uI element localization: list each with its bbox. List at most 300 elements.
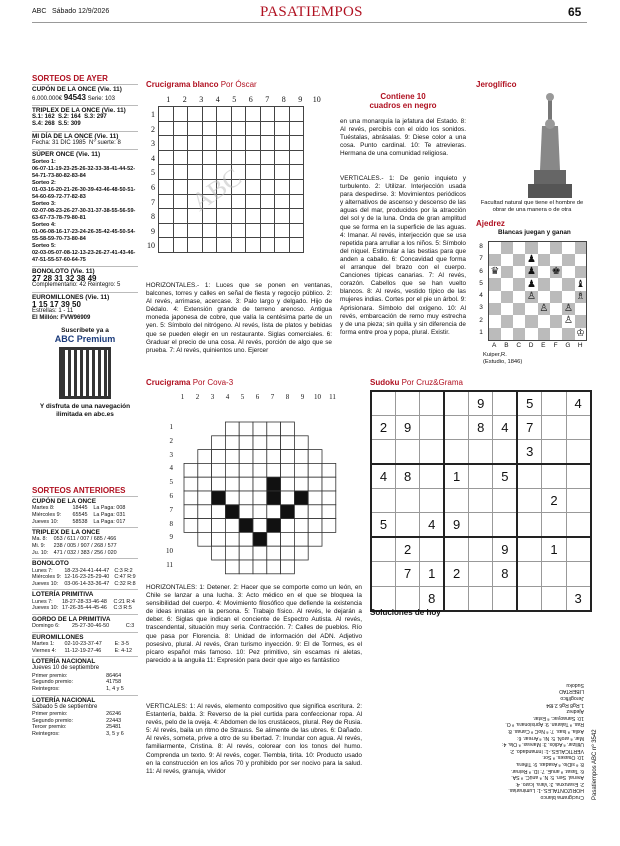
grid-cell[interactable] bbox=[184, 477, 198, 491]
board-square[interactable] bbox=[501, 266, 513, 278]
sudoku-cell[interactable] bbox=[493, 513, 517, 537]
board-square[interactable] bbox=[525, 303, 537, 315]
grid-cell[interactable] bbox=[281, 463, 295, 477]
grid-cell[interactable] bbox=[231, 150, 246, 165]
grid-cell[interactable] bbox=[225, 436, 239, 450]
sudoku-cell[interactable] bbox=[444, 391, 468, 415]
grid-cell[interactable] bbox=[281, 532, 295, 546]
grid-cell[interactable] bbox=[260, 238, 275, 253]
board-square[interactable] bbox=[513, 328, 525, 341]
board-square[interactable] bbox=[501, 328, 513, 341]
board-square[interactable] bbox=[550, 242, 562, 254]
sudoku-cell[interactable] bbox=[517, 464, 541, 488]
grid-cell[interactable] bbox=[246, 179, 261, 194]
grid-cell[interactable] bbox=[231, 223, 246, 238]
grid-cell[interactable] bbox=[173, 136, 188, 151]
sudoku-cell[interactable]: 8 bbox=[395, 464, 419, 488]
grid-cell[interactable] bbox=[260, 223, 275, 238]
board-square[interactable] bbox=[501, 303, 513, 315]
sudoku-cell[interactable] bbox=[395, 440, 419, 464]
grid-cell[interactable] bbox=[281, 436, 295, 450]
sudoku-cell[interactable] bbox=[566, 464, 590, 488]
grid-cell[interactable] bbox=[173, 209, 188, 224]
grid-cell[interactable] bbox=[253, 436, 267, 450]
grid-cell[interactable] bbox=[173, 150, 188, 165]
grid-cell[interactable] bbox=[294, 491, 308, 505]
grid-cell[interactable] bbox=[322, 477, 336, 491]
grid-cell[interactable] bbox=[308, 491, 322, 505]
sudoku-cell[interactable]: 1 bbox=[444, 464, 468, 488]
sudoku-cell[interactable] bbox=[395, 586, 419, 610]
grid-cell[interactable] bbox=[239, 546, 253, 560]
grid-cell[interactable] bbox=[212, 546, 226, 560]
grid-cell[interactable] bbox=[212, 519, 226, 533]
grid-cell[interactable] bbox=[294, 450, 308, 464]
chess-piece-icon[interactable]: ♝ bbox=[575, 278, 585, 290]
board-square[interactable] bbox=[562, 291, 574, 303]
grid-cell[interactable] bbox=[289, 238, 304, 253]
grid-cell[interactable] bbox=[198, 519, 212, 533]
sudoku-cell[interactable] bbox=[444, 440, 468, 464]
sudoku-cell[interactable]: 4 bbox=[371, 464, 395, 488]
grid-cell[interactable] bbox=[275, 238, 290, 253]
grid-cell[interactable] bbox=[239, 505, 253, 519]
grid-cell[interactable] bbox=[159, 121, 174, 136]
grid-cell[interactable] bbox=[308, 477, 322, 491]
sudoku-cell[interactable] bbox=[493, 489, 517, 513]
board-square[interactable] bbox=[513, 254, 525, 266]
sudoku-cell[interactable]: 7 bbox=[395, 562, 419, 586]
sudoku-cell[interactable] bbox=[469, 537, 493, 561]
sudoku-cell[interactable] bbox=[517, 562, 541, 586]
grid-cell[interactable] bbox=[267, 436, 281, 450]
grid-cell[interactable] bbox=[202, 107, 217, 122]
grid-cell[interactable] bbox=[253, 560, 267, 574]
grid-cell[interactable] bbox=[159, 136, 174, 151]
chess-board[interactable] bbox=[488, 241, 587, 341]
grid-cell[interactable] bbox=[184, 519, 198, 533]
sudoku-cell[interactable] bbox=[371, 537, 395, 561]
grid-cell[interactable] bbox=[184, 463, 198, 477]
grid-cell[interactable] bbox=[281, 477, 295, 491]
grid-cell[interactable] bbox=[275, 107, 290, 122]
sudoku-cell[interactable]: 2 bbox=[542, 489, 566, 513]
sudoku-cell[interactable] bbox=[566, 513, 590, 537]
chess-piece-icon[interactable]: ♙ bbox=[563, 303, 573, 315]
board-square[interactable] bbox=[489, 315, 501, 327]
grid-cell[interactable] bbox=[198, 505, 212, 519]
grid-cell[interactable] bbox=[225, 491, 239, 505]
grid-cell[interactable] bbox=[159, 223, 174, 238]
grid-cell[interactable] bbox=[202, 223, 217, 238]
grid-cell[interactable] bbox=[281, 491, 295, 505]
sudoku-cell[interactable] bbox=[493, 586, 517, 610]
board-square[interactable] bbox=[550, 328, 562, 341]
grid-cell[interactable] bbox=[225, 560, 239, 574]
grid-cell[interactable] bbox=[267, 463, 281, 477]
sudoku-cell[interactable] bbox=[493, 440, 517, 464]
grid-cell[interactable] bbox=[246, 136, 261, 151]
grid-cell[interactable] bbox=[267, 532, 281, 546]
sudoku-cell[interactable] bbox=[542, 586, 566, 610]
board-square[interactable] bbox=[525, 328, 537, 341]
grid-cell[interactable] bbox=[267, 560, 281, 574]
sudoku-cell[interactable]: 9 bbox=[493, 537, 517, 561]
grid-cell[interactable] bbox=[225, 477, 239, 491]
board-square[interactable] bbox=[562, 242, 574, 254]
grid-cell[interactable] bbox=[188, 136, 203, 151]
grid-cell[interactable] bbox=[173, 223, 188, 238]
grid-cell[interactable] bbox=[294, 532, 308, 546]
grid-cell[interactable] bbox=[322, 519, 336, 533]
grid-cell[interactable] bbox=[202, 121, 217, 136]
sudoku-cell[interactable]: 9 bbox=[469, 391, 493, 415]
board-square[interactable] bbox=[550, 278, 562, 290]
grid-cell[interactable] bbox=[294, 436, 308, 450]
chess-piece-icon[interactable]: ♚ bbox=[551, 266, 561, 278]
grid-cell[interactable] bbox=[260, 121, 275, 136]
grid-cell[interactable] bbox=[198, 491, 212, 505]
sudoku-cell[interactable] bbox=[566, 537, 590, 561]
grid-cell[interactable] bbox=[267, 505, 281, 519]
board-square[interactable] bbox=[513, 303, 525, 315]
grid-cell[interactable] bbox=[260, 179, 275, 194]
grid-cell[interactable] bbox=[253, 546, 267, 560]
sudoku-cell[interactable] bbox=[444, 489, 468, 513]
grid-cell[interactable] bbox=[198, 532, 212, 546]
grid-cell[interactable] bbox=[294, 477, 308, 491]
grid-cell[interactable] bbox=[212, 532, 226, 546]
cruci-grid[interactable] bbox=[174, 404, 344, 576]
qr-code-icon[interactable] bbox=[59, 347, 111, 399]
board-square[interactable] bbox=[562, 278, 574, 290]
sudoku-cell[interactable] bbox=[395, 513, 419, 537]
grid-cell[interactable] bbox=[246, 121, 261, 136]
grid-cell[interactable] bbox=[260, 136, 275, 151]
grid-cell[interactable] bbox=[322, 505, 336, 519]
grid-cell[interactable] bbox=[173, 121, 188, 136]
sudoku-cell[interactable]: 9 bbox=[444, 513, 468, 537]
grid-cell[interactable] bbox=[267, 422, 281, 436]
sudoku-cell[interactable] bbox=[420, 537, 444, 561]
grid-cell[interactable] bbox=[212, 491, 226, 505]
board-square[interactable] bbox=[513, 278, 525, 290]
board-square[interactable] bbox=[538, 315, 550, 327]
board-square[interactable] bbox=[513, 242, 525, 254]
grid-cell[interactable] bbox=[246, 150, 261, 165]
grid-cell[interactable] bbox=[246, 209, 261, 224]
sudoku-cell[interactable]: 1 bbox=[542, 537, 566, 561]
board-square[interactable] bbox=[538, 242, 550, 254]
board-square[interactable] bbox=[562, 266, 574, 278]
grid-cell[interactable] bbox=[289, 136, 304, 151]
board-square[interactable] bbox=[538, 291, 550, 303]
sudoku-cell[interactable] bbox=[542, 415, 566, 439]
grid-cell[interactable] bbox=[159, 179, 174, 194]
chess-piece-icon[interactable]: ♗ bbox=[575, 290, 585, 302]
grid-cell[interactable] bbox=[253, 519, 267, 533]
grid-cell[interactable] bbox=[275, 165, 290, 180]
grid-cell[interactable] bbox=[289, 194, 304, 209]
board-square[interactable] bbox=[538, 328, 550, 341]
grid-cell[interactable] bbox=[275, 121, 290, 136]
grid-cell[interactable] bbox=[322, 491, 336, 505]
sudoku-cell[interactable] bbox=[469, 586, 493, 610]
grid-cell[interactable] bbox=[188, 121, 203, 136]
grid-cell[interactable] bbox=[173, 179, 188, 194]
grid-cell[interactable] bbox=[289, 107, 304, 122]
grid-cell[interactable] bbox=[231, 121, 246, 136]
grid-cell[interactable] bbox=[212, 477, 226, 491]
grid-cell[interactable] bbox=[212, 450, 226, 464]
board-square[interactable] bbox=[489, 291, 501, 303]
grid-cell[interactable] bbox=[281, 519, 295, 533]
board-square[interactable] bbox=[550, 291, 562, 303]
grid-cell[interactable] bbox=[308, 463, 322, 477]
grid-cell[interactable] bbox=[217, 209, 232, 224]
grid-cell[interactable] bbox=[212, 505, 226, 519]
board-square[interactable] bbox=[575, 242, 587, 254]
sudoku-cell[interactable] bbox=[566, 562, 590, 586]
grid-cell[interactable] bbox=[184, 505, 198, 519]
board-square[interactable] bbox=[575, 315, 587, 327]
sudoku-cell[interactable] bbox=[469, 464, 493, 488]
sudoku-cell[interactable] bbox=[542, 391, 566, 415]
board-square[interactable] bbox=[513, 291, 525, 303]
grid-cell[interactable] bbox=[198, 463, 212, 477]
grid-cell[interactable] bbox=[308, 505, 322, 519]
sudoku-cell[interactable]: 4 bbox=[493, 415, 517, 439]
board-square[interactable] bbox=[538, 254, 550, 266]
grid-cell[interactable] bbox=[212, 463, 226, 477]
premium-promo[interactable] bbox=[32, 327, 138, 487]
sudoku-cell[interactable]: 5 bbox=[517, 391, 541, 415]
grid-cell[interactable] bbox=[322, 463, 336, 477]
grid-cell[interactable] bbox=[294, 546, 308, 560]
grid-cell[interactable] bbox=[281, 422, 295, 436]
grid-cell[interactable] bbox=[253, 477, 267, 491]
board-square[interactable] bbox=[550, 315, 562, 327]
grid-cell[interactable] bbox=[239, 422, 253, 436]
sudoku-cell[interactable] bbox=[469, 440, 493, 464]
board-square[interactable] bbox=[501, 315, 513, 327]
board-square[interactable] bbox=[525, 242, 537, 254]
board-square[interactable] bbox=[550, 254, 562, 266]
grid-cell[interactable] bbox=[239, 532, 253, 546]
grid-cell[interactable] bbox=[225, 505, 239, 519]
board-square[interactable] bbox=[501, 291, 513, 303]
grid-cell[interactable] bbox=[239, 463, 253, 477]
grid-cell[interactable] bbox=[225, 450, 239, 464]
grid-cell[interactable] bbox=[173, 194, 188, 209]
grid-cell[interactable] bbox=[308, 450, 322, 464]
grid-cell[interactable] bbox=[289, 179, 304, 194]
board-square[interactable] bbox=[489, 278, 501, 290]
grid-cell[interactable] bbox=[246, 165, 261, 180]
grid-cell[interactable] bbox=[246, 194, 261, 209]
grid-cell[interactable] bbox=[225, 532, 239, 546]
sudoku-cell[interactable]: 8 bbox=[420, 586, 444, 610]
grid-cell[interactable] bbox=[188, 238, 203, 253]
grid-cell[interactable] bbox=[231, 209, 246, 224]
sudoku-cell[interactable] bbox=[469, 562, 493, 586]
grid-cell[interactable] bbox=[231, 136, 246, 151]
grid-cell[interactable] bbox=[294, 519, 308, 533]
sudoku-cell[interactable]: 4 bbox=[420, 513, 444, 537]
board-square[interactable] bbox=[575, 254, 587, 266]
grid-cell[interactable] bbox=[188, 150, 203, 165]
grid-cell[interactable] bbox=[253, 532, 267, 546]
sudoku-cell[interactable] bbox=[420, 415, 444, 439]
grid-cell[interactable] bbox=[281, 505, 295, 519]
chess-piece-icon[interactable]: ♙ bbox=[527, 290, 537, 302]
grid-cell[interactable] bbox=[289, 121, 304, 136]
board-square[interactable] bbox=[550, 303, 562, 315]
grid-cell[interactable] bbox=[308, 519, 322, 533]
chess-piece-icon[interactable]: ♔ bbox=[575, 327, 585, 339]
sudoku-cell[interactable]: 5 bbox=[493, 464, 517, 488]
sudoku-cell[interactable] bbox=[517, 513, 541, 537]
sudoku-grid[interactable] bbox=[370, 390, 592, 612]
grid-cell[interactable] bbox=[260, 150, 275, 165]
grid-cell[interactable] bbox=[212, 436, 226, 450]
grid-cell[interactable] bbox=[246, 223, 261, 238]
grid-cell[interactable] bbox=[202, 150, 217, 165]
grid-cell[interactable] bbox=[260, 194, 275, 209]
grid-cell[interactable] bbox=[253, 422, 267, 436]
grid-cell[interactable] bbox=[188, 165, 203, 180]
board-square[interactable] bbox=[575, 303, 587, 315]
sudoku-cell[interactable] bbox=[420, 464, 444, 488]
grid-cell[interactable] bbox=[159, 107, 174, 122]
sudoku-cell[interactable] bbox=[566, 489, 590, 513]
grid-cell[interactable] bbox=[159, 165, 174, 180]
sudoku-cell[interactable] bbox=[444, 415, 468, 439]
sudoku-cell[interactable] bbox=[517, 537, 541, 561]
sudoku-cell[interactable]: 7 bbox=[517, 415, 541, 439]
sudoku-cell[interactable] bbox=[420, 440, 444, 464]
chess-piece-icon[interactable]: ♟ bbox=[527, 266, 537, 278]
grid-cell[interactable] bbox=[188, 223, 203, 238]
sudoku-cell[interactable]: 8 bbox=[493, 562, 517, 586]
grid-cell[interactable] bbox=[267, 450, 281, 464]
chess-piece-icon[interactable]: ♙ bbox=[539, 303, 549, 315]
grid-cell[interactable] bbox=[159, 194, 174, 209]
grid-cell[interactable] bbox=[267, 477, 281, 491]
grid-cell[interactable] bbox=[289, 223, 304, 238]
grid-cell[interactable] bbox=[202, 136, 217, 151]
sudoku-cell[interactable] bbox=[371, 489, 395, 513]
grid-cell[interactable] bbox=[260, 107, 275, 122]
grid-cell[interactable] bbox=[267, 491, 281, 505]
grid-cell[interactable] bbox=[225, 463, 239, 477]
grid-cell[interactable] bbox=[198, 450, 212, 464]
grid-cell[interactable] bbox=[173, 238, 188, 253]
sudoku-cell[interactable]: 4 bbox=[566, 391, 590, 415]
grid-cell[interactable] bbox=[253, 491, 267, 505]
sudoku-cell[interactable] bbox=[444, 586, 468, 610]
grid-cell[interactable] bbox=[289, 150, 304, 165]
grid-cell[interactable] bbox=[281, 560, 295, 574]
sudoku-cell[interactable] bbox=[517, 586, 541, 610]
grid-cell[interactable] bbox=[159, 238, 174, 253]
grid-cell[interactable] bbox=[275, 179, 290, 194]
sudoku-cell[interactable] bbox=[371, 440, 395, 464]
grid-cell[interactable] bbox=[217, 107, 232, 122]
sudoku-cell[interactable]: 1 bbox=[420, 562, 444, 586]
sudoku-cell[interactable] bbox=[420, 391, 444, 415]
grid-cell[interactable] bbox=[294, 463, 308, 477]
grid-cell[interactable] bbox=[202, 238, 217, 253]
grid-cell[interactable] bbox=[275, 150, 290, 165]
grid-cell[interactable] bbox=[173, 165, 188, 180]
grid-cell[interactable] bbox=[188, 107, 203, 122]
grid-cell[interactable] bbox=[253, 463, 267, 477]
grid-cell[interactable] bbox=[184, 491, 198, 505]
sudoku-cell[interactable] bbox=[420, 489, 444, 513]
sudoku-cell[interactable] bbox=[371, 562, 395, 586]
sudoku-cell[interactable] bbox=[566, 415, 590, 439]
sudoku-cell[interactable] bbox=[371, 391, 395, 415]
sudoku-cell[interactable]: 2 bbox=[444, 562, 468, 586]
sudoku-cell[interactable] bbox=[542, 513, 566, 537]
grid-cell[interactable] bbox=[308, 532, 322, 546]
sudoku-cell[interactable] bbox=[493, 391, 517, 415]
sudoku-cell[interactable] bbox=[444, 537, 468, 561]
grid-cell[interactable] bbox=[173, 107, 188, 122]
sudoku-cell[interactable]: 3 bbox=[566, 586, 590, 610]
chess-piece-icon[interactable]: ♛ bbox=[490, 266, 500, 278]
grid-cell[interactable] bbox=[281, 450, 295, 464]
grid-cell[interactable] bbox=[267, 546, 281, 560]
grid-cell[interactable] bbox=[275, 209, 290, 224]
sudoku-cell[interactable] bbox=[542, 464, 566, 488]
board-square[interactable] bbox=[513, 315, 525, 327]
board-square[interactable] bbox=[538, 278, 550, 290]
grid-cell[interactable] bbox=[225, 422, 239, 436]
grid-cell[interactable] bbox=[231, 107, 246, 122]
grid-cell[interactable] bbox=[267, 519, 281, 533]
sudoku-cell[interactable]: 2 bbox=[371, 415, 395, 439]
board-square[interactable] bbox=[538, 266, 550, 278]
grid-cell[interactable] bbox=[239, 436, 253, 450]
sudoku-cell[interactable]: 8 bbox=[469, 415, 493, 439]
board-square[interactable] bbox=[501, 254, 513, 266]
grid-cell[interactable] bbox=[159, 150, 174, 165]
sudoku-cell[interactable] bbox=[469, 513, 493, 537]
grid-cell[interactable] bbox=[239, 491, 253, 505]
board-square[interactable] bbox=[489, 254, 501, 266]
grid-cell[interactable] bbox=[217, 136, 232, 151]
grid-cell[interactable] bbox=[294, 505, 308, 519]
grid-cell[interactable] bbox=[260, 165, 275, 180]
sudoku-cell[interactable] bbox=[371, 586, 395, 610]
grid-cell[interactable] bbox=[246, 238, 261, 253]
sudoku-cell[interactable] bbox=[395, 391, 419, 415]
grid-cell[interactable] bbox=[231, 238, 246, 253]
board-square[interactable] bbox=[489, 328, 501, 341]
grid-cell[interactable] bbox=[225, 519, 239, 533]
board-square[interactable] bbox=[575, 266, 587, 278]
grid-cell[interactable] bbox=[275, 223, 290, 238]
sudoku-cell[interactable] bbox=[469, 489, 493, 513]
chess-piece-icon[interactable]: ♟ bbox=[527, 253, 537, 265]
board-square[interactable] bbox=[501, 278, 513, 290]
sudoku-cell[interactable]: 5 bbox=[371, 513, 395, 537]
grid-cell[interactable] bbox=[159, 209, 174, 224]
sudoku-cell[interactable] bbox=[542, 562, 566, 586]
board-square[interactable] bbox=[525, 315, 537, 327]
